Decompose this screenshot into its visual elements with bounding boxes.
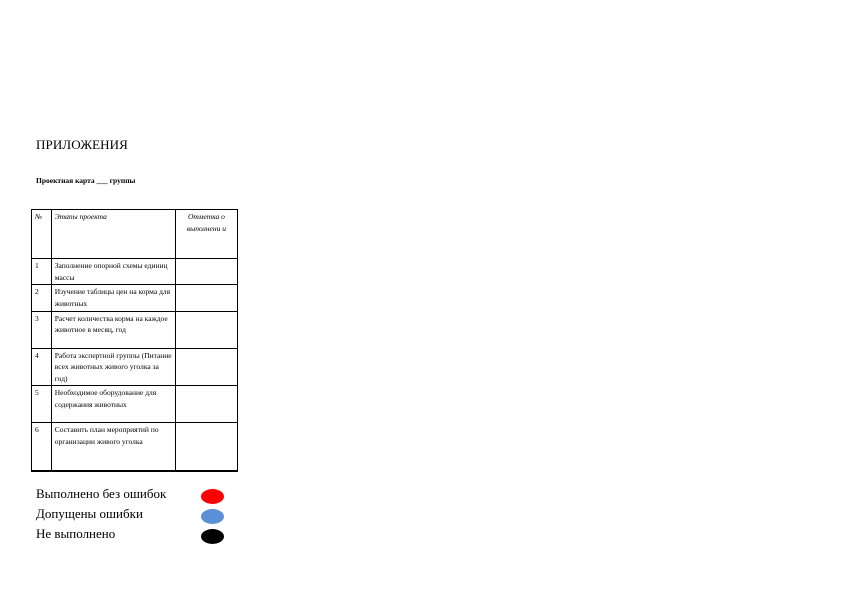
- column-header-stage: Этапы проекта: [51, 210, 175, 259]
- row-stage: Изучение таблицы цен на корма для животных: [51, 285, 175, 311]
- table-row: [32, 311, 238, 348]
- table-header-row: [32, 210, 238, 259]
- row-mark-cell: [175, 311, 237, 348]
- legend-item-done: [36, 486, 236, 506]
- row-mark-cell: [175, 386, 237, 423]
- row-stage: Составить план мероприятий по организации живого уголка: [51, 423, 175, 471]
- project-card-title: Проектная карта ___ группы: [36, 176, 136, 185]
- black-circle-icon: [201, 529, 224, 544]
- legend-label: Допущены ошибки: [36, 506, 143, 521]
- row-number: 6: [32, 423, 52, 471]
- row-mark-cell: [175, 348, 237, 386]
- appendix-heading: ПРИЛОЖЕНИЯ: [36, 137, 128, 152]
- column-header-mark: Отметка о выполнени и: [175, 210, 237, 259]
- row-stage: Расчет количества корма на каждое животное в месяц, год: [51, 311, 175, 348]
- row-stage: Работа экспертной группы (Питание всех животных живого уголка за год): [51, 348, 175, 386]
- legend-item-not-done: [36, 526, 236, 546]
- table-row: [32, 348, 238, 386]
- legend-label: Не выполнено: [36, 526, 116, 541]
- row-stage: Необходимое оборудование для содержания животных: [51, 386, 175, 423]
- table-row: [32, 259, 238, 285]
- status-legend: [36, 486, 236, 546]
- row-mark-cell: [175, 285, 237, 311]
- blue-circle-icon: [201, 509, 224, 524]
- row-number: 1: [32, 259, 52, 285]
- table-row: [32, 386, 238, 423]
- column-header-number: №: [32, 210, 52, 259]
- table-row: [32, 285, 238, 311]
- row-mark-cell: [175, 423, 237, 471]
- table-row: [32, 423, 238, 471]
- row-number: 4: [32, 348, 52, 386]
- row-number: 3: [32, 311, 52, 348]
- project-stages-table: [31, 209, 238, 472]
- legend-label: Выполнено без ошибок: [36, 486, 167, 501]
- red-circle-icon: [201, 489, 224, 504]
- row-number: 5: [32, 386, 52, 423]
- row-stage: Заполнение опорной схемы единиц массы: [51, 259, 175, 285]
- legend-item-errors: [36, 506, 236, 526]
- row-mark-cell: [175, 259, 237, 285]
- row-number: 2: [32, 285, 52, 311]
